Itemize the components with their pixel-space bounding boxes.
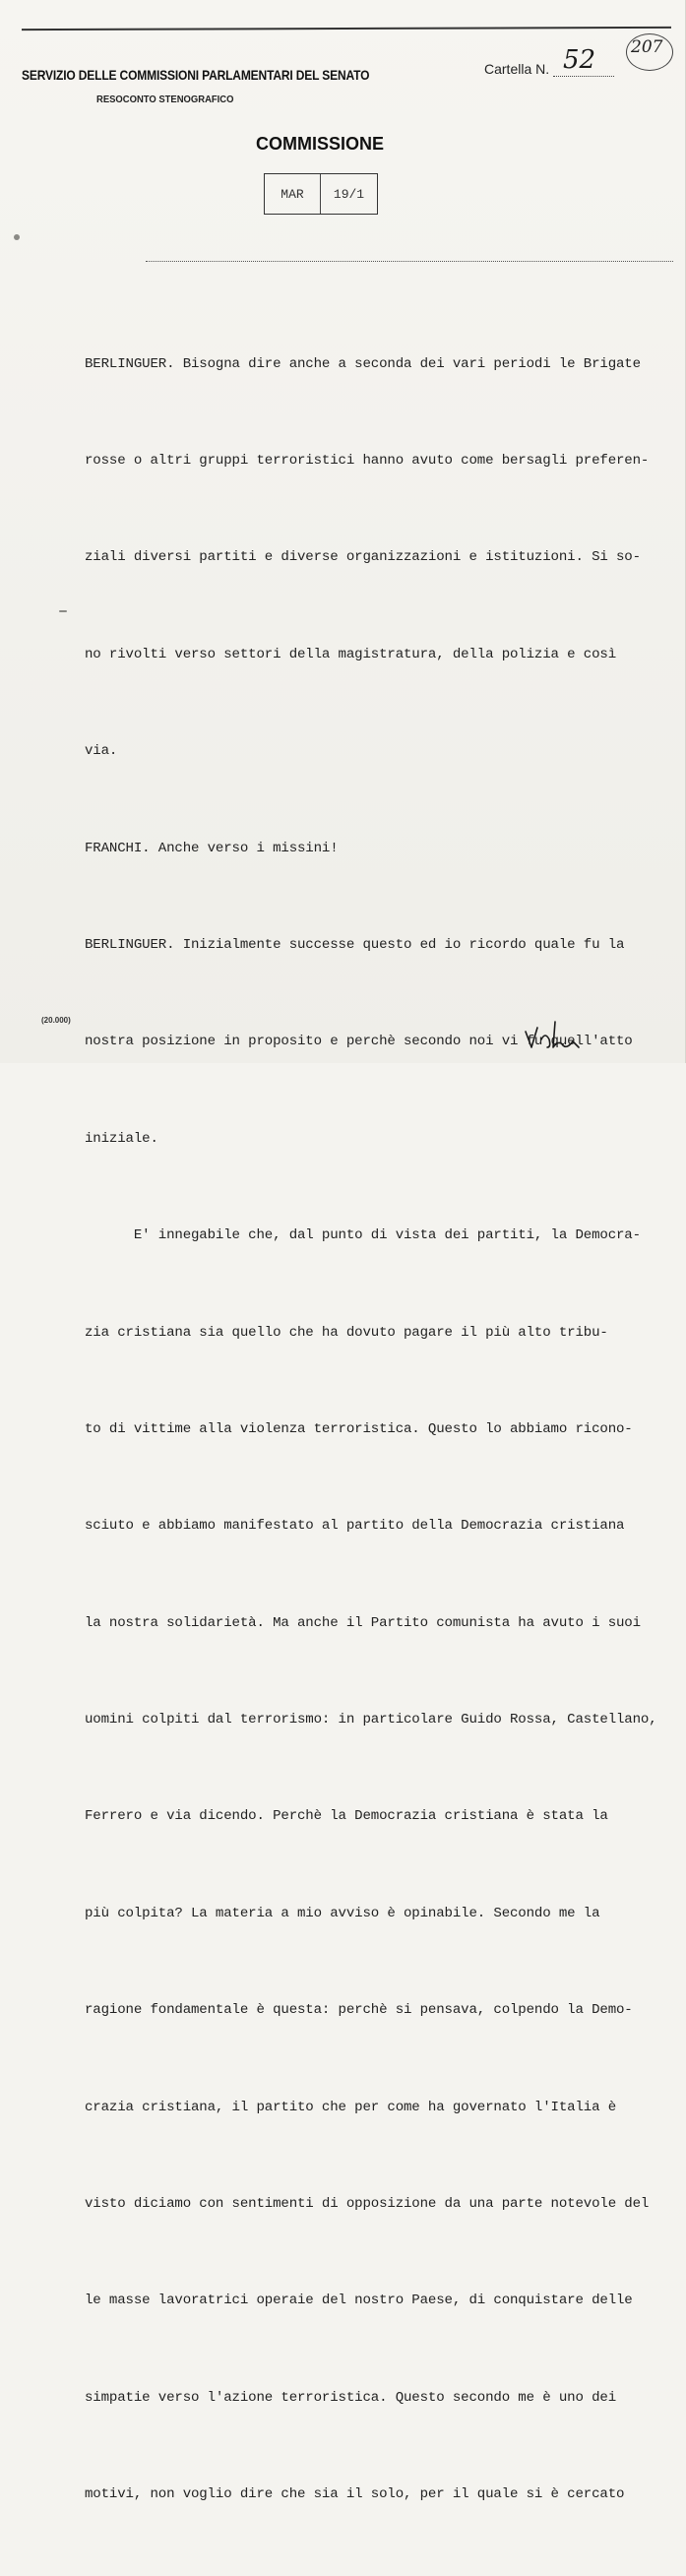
transcript-line: ziali diversi partiti e diverse organizzazioni e istituzioni. Si so- <box>85 549 641 566</box>
transcript-line: sciuto e abbiamo manifestato al partito della Democrazia cristiana <box>85 1518 625 1535</box>
transcript-line: motivi, non voglio dire che sia il solo, per il quale si è cercato <box>85 2486 625 2503</box>
top-rule <box>22 27 671 31</box>
transcript-line: via. <box>85 743 118 760</box>
cartella-label: Cartella N. <box>484 61 550 77</box>
code-box-right: 19/1 <box>333 186 365 202</box>
commission-title: COMMISSIONE <box>256 134 385 154</box>
transcript-line: ragione fondamentale è questa: perchè si pensava, colpendo la Demo- <box>85 2002 633 2019</box>
transcript-line: simpatie verso l'azione terroristica. Questo secondo me è uno dei <box>85 2389 616 2406</box>
margin-tick <box>59 610 67 612</box>
transcript-line: rosse o altri gruppi terroristici hanno avuto come bersagli preferen- <box>85 452 650 469</box>
transcript-line: iniziale. <box>85 1130 158 1147</box>
dotted-separator <box>146 261 673 262</box>
transcript-line: Ferrero e via dicendo. Perchè la Democrazia cristiana è stata la <box>85 1808 608 1825</box>
transcript-line: E' innegabile che, dal punto di vista dei partiti, la Democra- <box>85 1227 641 1244</box>
transcript-line: la nostra solidarietà. Ma anche il Partito comunista ha avuto i suoi <box>85 1614 641 1631</box>
transcript-line: visto diciamo con sentimenti di opposizione da una parte notevole del <box>85 2196 650 2213</box>
transcript-line: nostra posizione in proposito e perchè secondo noi vi fu quell'atto <box>85 1034 633 1050</box>
punch-mark <box>14 234 20 240</box>
transcript-line: zia cristiana sia quello che ha dovuto pagare il più alto tribu- <box>85 1324 608 1341</box>
code-box-left: MAR <box>265 174 321 214</box>
resoconto-subtitle: RESOCONTO STENOGRAFICO <box>96 94 234 105</box>
transcript-line: FRANCHI. Anche verso i missini! <box>85 840 339 856</box>
cartella-number: 52 <box>563 45 596 75</box>
transcript-line: no rivolti verso settori della magistratura, della polizia e così <box>85 646 616 662</box>
form-code: (20.000) <box>41 1016 71 1025</box>
page-stamp-number: 207 <box>631 37 663 57</box>
handwritten-initials <box>522 1018 591 1053</box>
transcript-line: to di vittime alla violenza terroristica. Questo lo abbiamo ricono- <box>85 1420 633 1437</box>
transcript-line: crazia cristiana, il partito che per come ha governato l'Italia è <box>85 2099 616 2115</box>
transcript-line: le masse lavoratrici operaie del nostro Paese, di conquistare delle <box>85 2293 633 2309</box>
transcript-body <box>85 283 675 2576</box>
transcript-line: BERLINGUER. Inizialmente successe questo ed io ricordo quale fu la <box>85 936 625 953</box>
transcript-code-box <box>264 173 378 215</box>
transcript-line: BERLINGUER. Bisogna dire anche a seconda dei vari periodi le Brigate <box>85 355 641 372</box>
transcript-line: più colpita? La materia a mio avviso è opinabile. Secondo me la <box>85 1905 600 1921</box>
transcript-line: uomini colpiti dal terrorismo: in particolare Guido Rossa, Castellano, <box>85 1712 657 1728</box>
institution-heading: SERVIZIO DELLE COMMISSIONI PARLAMENTARI DEL SENATO <box>22 67 370 83</box>
